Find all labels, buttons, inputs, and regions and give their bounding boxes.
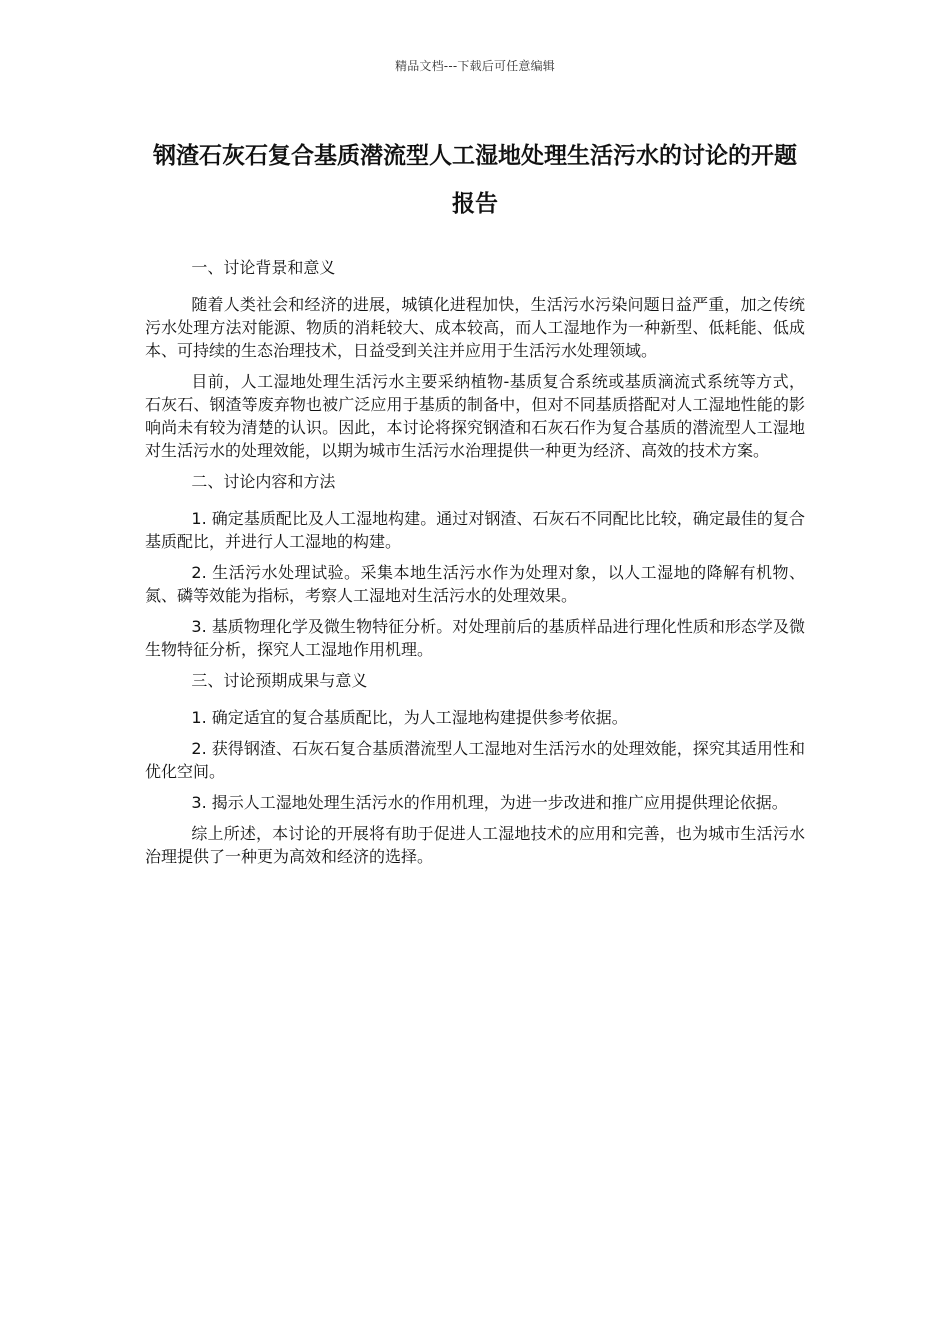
page-header: 精品文档---下载后可任意编辑 xyxy=(395,59,555,73)
section-heading: 二、讨论内容和方法 xyxy=(191,472,336,491)
section-heading: 一、讨论背景和意义 xyxy=(191,258,336,277)
list-item: 2. 获得钢渣、石灰石复合基质潜流型人工湿地对生活污水的处理效能，探究其适用性和优化空间。 xyxy=(145,739,805,781)
conclusion-paragraph: 综上所述，本讨论的开展将有助于促进人工湿地技术的应用和完善，也为城市生活污水治理提供了一种更为高效和经济的选择。 xyxy=(145,824,805,866)
body-paragraph: 目前，人工湿地处理生活污水主要采纳植物-基质复合系统或基质滴流式系统等方式，石灰石、钢渣等废弃物也被广泛应用于基质的制备中，但对不同基质搭配对人工湿地性能的影响尚未有较为清楚的认识。因此，本讨论将探究钢渣和石灰石作为复合基质的潜流型人工湿地对生活污水的处理效能，以期为城市生活污水治理提供一种更为经济、高效的技术方案。 xyxy=(145,372,805,460)
list-item: 3. 揭示人工湿地处理生活污水的作用机理，为进一步改进和推广应用提供理论依据。 xyxy=(191,793,788,812)
list-item: 1. 确定适宜的复合基质配比，为人工湿地构建提供参考依据。 xyxy=(191,708,628,727)
list-item: 2. 生活污水处理试验。采集本地生活污水作为处理对象，以人工湿地的降解有机物、氮、磷等效能为指标，考察人工湿地对生活污水的处理效果。 xyxy=(145,563,805,605)
body-paragraph: 随着人类社会和经济的进展，城镇化进程加快，生活污水污染问题日益严重，加之传统污水处理方法对能源、物质的消耗较大、成本较高，而人工湿地作为一种新型、低耗能、低成本、可持续的生态治理技术，日益受到关注并应用于生活污水处理领域。 xyxy=(145,295,805,360)
list-item: 3. 基质物理化学及微生物特征分析。对处理前后的基质样品进行理化性质和形态学及微生物特征分析，探究人工湿地作用机理。 xyxy=(145,617,805,659)
document-title: 钢渣石灰石复合基质潜流型人工湿地处理生活污水的讨论的开题报告 xyxy=(153,143,797,217)
list-item: 1. 确定基质配比及人工湿地构建。通过对钢渣、石灰石不同配比比较，确定最佳的复合基质配比，并进行人工湿地的构建。 xyxy=(145,509,805,551)
document-body xyxy=(145,256,805,876)
section-heading: 三、讨论预期成果与意义 xyxy=(191,671,368,690)
